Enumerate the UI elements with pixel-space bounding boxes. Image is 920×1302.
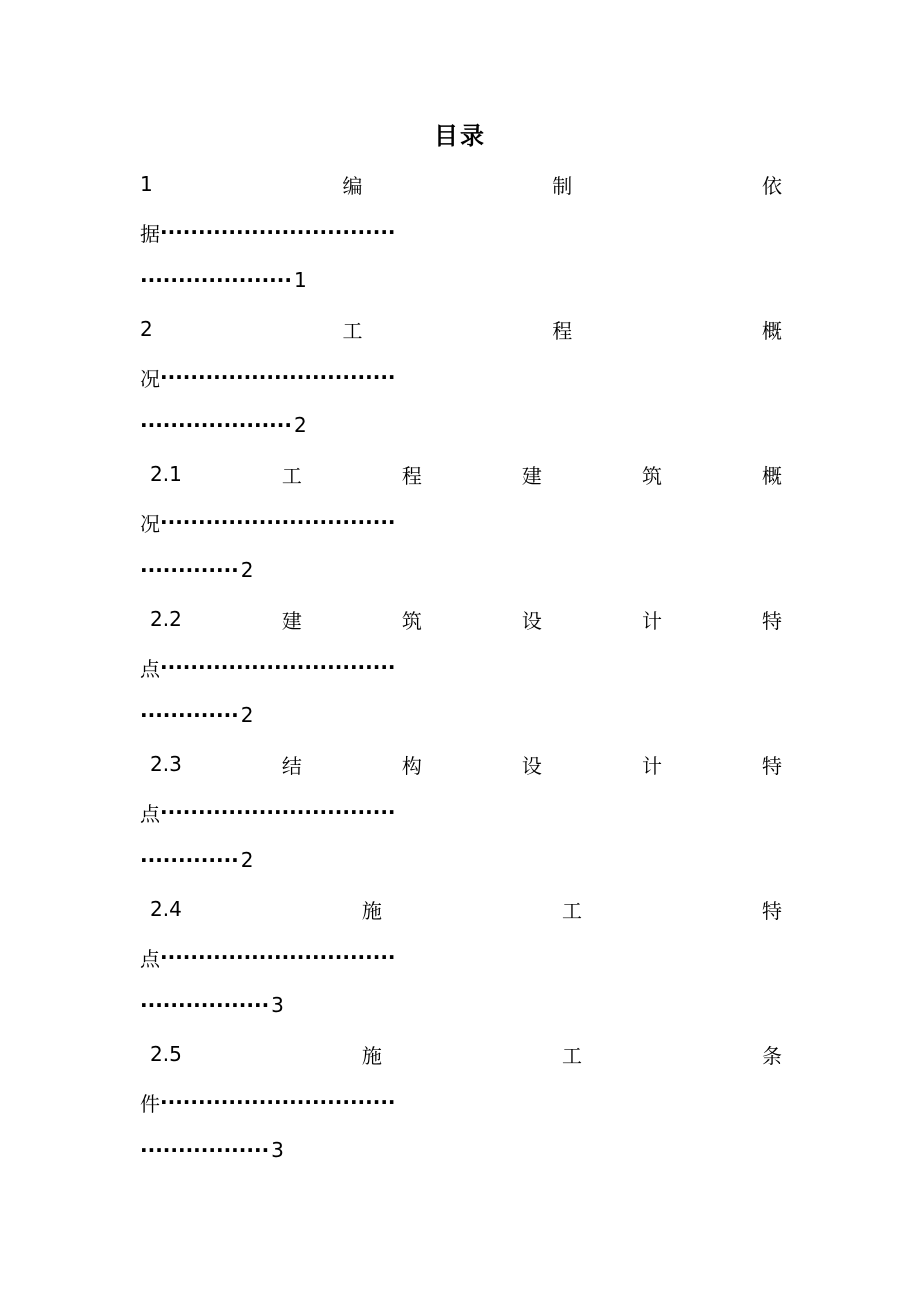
toc-entry-leader-line (140, 1078, 782, 1126)
toc-entry-char: 设 (521, 753, 542, 778)
toc-page-number: 2 (240, 703, 254, 727)
toc-entry-page-line (140, 1126, 782, 1174)
toc-dot-leader: ············· (140, 848, 239, 872)
toc-entry-char: 点 (140, 946, 160, 971)
toc-entry-leader-line (140, 353, 782, 401)
toc-dot-leader: ···················· (140, 413, 292, 437)
toc-entry-char: 工 (281, 463, 302, 488)
toc-dot-leader: ······························· (160, 365, 396, 389)
toc-dot-leader: ············· (140, 703, 239, 727)
toc-entry-char: 况 (140, 366, 160, 391)
toc-entry-char: 计 (641, 753, 662, 778)
toc-entry-page-line (140, 836, 782, 884)
toc-entry-number: 2.2 (150, 607, 182, 631)
toc-entry[interactable] (140, 885, 782, 1029)
toc-entry-char: 筑 (401, 608, 422, 633)
toc-entry-char: 建 (521, 463, 542, 488)
toc-entry-char: 条 (762, 1043, 782, 1068)
toc-dot-leader: ············· (140, 558, 239, 582)
toc-entry-number: 2.5 (150, 1042, 182, 1066)
toc-entry-char: 工 (561, 898, 582, 923)
toc-entry-char: 程 (552, 318, 573, 343)
toc-dot-leader: ················· (140, 1138, 270, 1162)
toc-entry-char: 建 (281, 608, 302, 633)
toc-entry-number: 1 (140, 172, 153, 196)
toc-entry-char: 设 (521, 608, 542, 633)
toc-dot-leader: ······························· (160, 655, 396, 679)
toc-entry-char: 结 (281, 753, 302, 778)
toc-entry-number: 2.3 (150, 752, 182, 776)
toc-entry-char: 计 (641, 608, 662, 633)
toc-entry-leader-line (140, 788, 782, 836)
toc-entry-char: 编 (342, 173, 363, 198)
toc-entry-char: 件 (140, 1091, 160, 1116)
toc-title: 目录 (434, 122, 486, 150)
toc-entry-char: 筑 (641, 463, 662, 488)
toc-entry[interactable] (140, 305, 782, 449)
toc-entry-char: 制 (552, 173, 573, 198)
toc-entry-char: 构 (401, 753, 422, 778)
toc-entry[interactable] (140, 595, 782, 739)
toc-entry-heading-line (140, 595, 782, 643)
toc-entry-char: 程 (401, 463, 422, 488)
toc-entry-char: 点 (140, 656, 160, 681)
toc-entry[interactable] (140, 450, 782, 594)
toc-entry-heading-line (140, 160, 782, 208)
toc-dot-leader: ······························· (160, 220, 396, 244)
toc-entry-heading-line (140, 1030, 782, 1078)
toc-page-number: 3 (271, 1138, 284, 1162)
toc-entry-char: 工 (561, 1043, 582, 1068)
toc-entry[interactable] (140, 160, 782, 304)
toc-entry-heading-line (140, 450, 782, 498)
toc-entry-number: 2.4 (150, 897, 182, 921)
toc-entry-char: 施 (361, 898, 382, 923)
toc-page-number: 2 (293, 413, 307, 437)
toc-entry-page-line (140, 256, 782, 304)
toc-entry-number: 2.1 (150, 462, 182, 486)
toc-entry-char: 况 (140, 511, 160, 536)
toc-entry-page-line (140, 981, 782, 1029)
toc-page-number: 2 (240, 558, 254, 582)
toc-entry-char: 特 (762, 898, 782, 923)
toc-entry-heading-line (140, 305, 782, 353)
toc-dot-leader: ···················· (140, 268, 292, 292)
toc-dot-leader: ······························· (160, 510, 396, 534)
toc-dot-leader: ················· (140, 993, 270, 1017)
toc-entry-number: 2 (140, 317, 153, 341)
toc-dot-leader: ······························· (160, 1090, 396, 1114)
toc-entry[interactable] (140, 1030, 782, 1174)
toc-page-number: 1 (293, 268, 307, 292)
toc-entry-char: 依 (761, 173, 782, 198)
toc-entry-char: 特 (761, 608, 782, 633)
toc-entry-heading-line (140, 740, 782, 788)
toc-entry-leader-line (140, 498, 782, 546)
toc-dot-leader: ······························· (160, 945, 396, 969)
toc-entry-char: 概 (761, 318, 782, 343)
toc-entry[interactable] (140, 740, 782, 884)
toc-entry-page-line (140, 401, 782, 449)
toc-entry-heading-line (140, 885, 782, 933)
toc-entry-char: 点 (140, 801, 160, 826)
toc-entry-char: 据 (140, 221, 160, 246)
toc-entry-page-line (140, 546, 782, 594)
toc-entry-leader-line (140, 643, 782, 691)
toc-dot-leader: ······························· (160, 800, 396, 824)
toc-page-number: 3 (271, 993, 284, 1017)
toc-entry-char: 概 (761, 463, 782, 488)
toc-entry-leader-line (140, 208, 782, 256)
toc-entry-char: 工 (342, 318, 363, 343)
toc-page-number: 2 (240, 848, 254, 872)
toc-entry-page-line (140, 691, 782, 739)
toc-entry-leader-line (140, 933, 782, 981)
toc-entry-char: 特 (761, 753, 782, 778)
toc-entry-char: 施 (361, 1043, 382, 1068)
